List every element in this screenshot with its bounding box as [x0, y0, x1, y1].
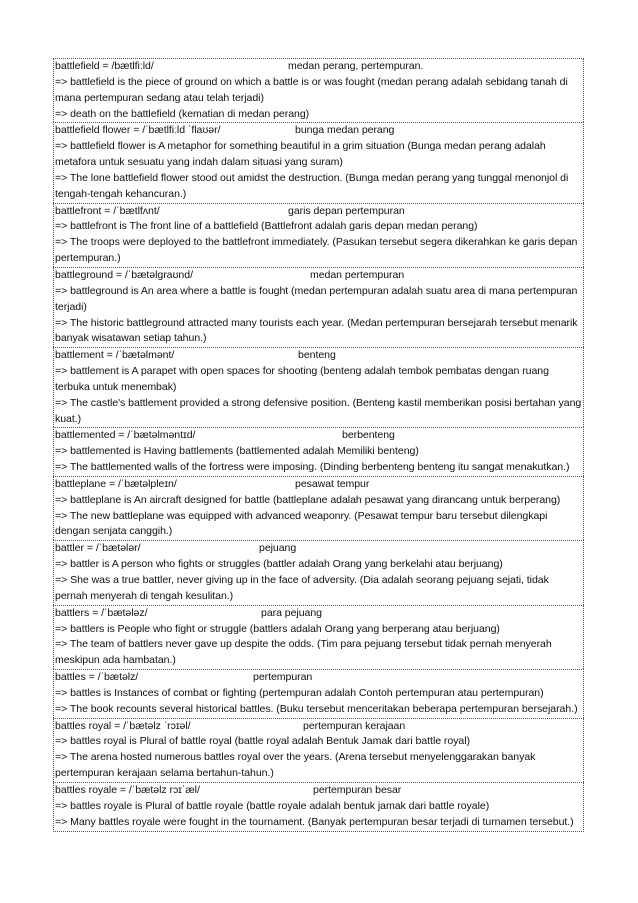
- entry-example: => The castle's battlement provided a strong defensive position. (Benteng kastil memberikan posisi bertahan yang kuat.): [55, 396, 582, 425]
- entry-pronunciation: /ˈbætəlmənt/: [115, 349, 175, 362]
- entry-example: => The troops were deployed to the battlefront immediately. (Pasukan tersebut segera dikerahkan ke garis depan pertempuran.): [55, 236, 578, 265]
- entry-example: => Many battles royale were fought in the tournament. (Banyak pertempuran besar terjadi di turnamen tersebut.): [55, 815, 574, 828]
- entry-definition: => battlers is People who fight or struggle (battlers adalah Orang yang berperang atau berjuang): [55, 622, 500, 635]
- entry-word: battlemented: [55, 429, 116, 442]
- entry-word: battles royale: [55, 783, 118, 796]
- entry-headline: battlefield = /bætlfi:ld/ medan perang, pertempuran.: [55, 59, 582, 75]
- entry-translation: pertempuran kerajaan: [303, 719, 406, 732]
- entry-translation: garis depan pertempuran: [288, 204, 405, 217]
- entry-definition: => battleground is An area where a battle is fought (medan pertempuran adalah suatu area di mana pertempuran terjadi): [55, 284, 578, 313]
- dictionary-entry: [53, 540, 584, 604]
- entry-word: battlers: [55, 606, 90, 619]
- entry-translation: berbenteng: [342, 429, 395, 442]
- entry-example: => The lone battlefield flower stood out amidst the destruction. (Bunga medan perang yang tunggal menonjol di tengah-tengah kehancuran.): [55, 171, 569, 200]
- entry-translation: bunga medan perang: [295, 124, 395, 137]
- entry-pronunciation: /bætlfi:ld/: [111, 60, 154, 72]
- dictionary-entry: [53, 203, 584, 267]
- entry-translation: benteng: [298, 349, 336, 362]
- dictionary-entry: [53, 782, 584, 832]
- dictionary-sheet: [53, 58, 584, 832]
- entry-word: battlefield: [55, 60, 100, 72]
- entry-headline: battleground = /ˈbætəlgraʊnd/ medan pertempuran: [55, 268, 582, 284]
- entry-headline: battlemented = /ˈbætəlməntɪd/ berbenteng: [55, 428, 582, 444]
- entry-example: => The battlemented walls of the fortress were imposing. (Dinding berbenteng benteng itu sangat menakutkan.): [55, 461, 570, 474]
- entry-definition: => battlefield flower is A metaphor for something beautiful in a grim situation (Bunga medan perang adalah metafora untuk sesuatu yang indah dalam situasi yang suram): [55, 140, 546, 169]
- entry-headline: battler = /ˈbætələr/ pejuang: [55, 541, 582, 557]
- entry-definition: => battlement is A parapet with open spaces for shooting (benteng adalah tembok pembatas dengan ruang terbuka untuk menembak): [55, 365, 549, 393]
- entry-word: battlefield flower: [55, 124, 131, 137]
- entry-pronunciation: /ˈbætəlgraʊnd/: [124, 268, 193, 281]
- entry-definition: => battles is Instances of combat or fighting (pertempuran adalah Contoh pertempuran atau pertempuran): [55, 686, 544, 699]
- entry-pronunciation: /ˈbætələr/: [95, 542, 141, 555]
- entry-headline: battles = /ˈbætəlz/ pertempuran: [55, 670, 582, 686]
- entry-headline: battlers = /ˈbætələz/ para pejuang: [55, 606, 582, 622]
- entry-list: [53, 58, 584, 832]
- entry-example: => death on the battlefield (kematian di medan perang): [55, 107, 310, 120]
- entry-example: => The team of battlers never gave up despite the odds. (Tim para pejuang tersebut tidak pernah menyerah meskipun ada hambatan.): [55, 638, 552, 667]
- dictionary-entry: [53, 58, 584, 122]
- entry-pronunciation: /ˈbætəlz/: [97, 671, 139, 684]
- entry-definition: => battles royale is Plural of battle royale (battle royale adalah bentuk jamak dari battle royale): [55, 799, 490, 812]
- entry-translation: medan perang, pertempuran.: [288, 60, 424, 72]
- entry-example: => The book recounts several historical battles. (Buku tersebut menceritakan beberapa pertempuran bersejarah.): [55, 702, 578, 715]
- entry-example: => The new battleplane was equipped with advanced weaponry. (Pesawat tempur baru tersebut dilengkapi dengan senjata canggih.): [55, 509, 548, 538]
- entry-example: => She was a true battler, never giving up in the face of adversity. (Dia adalah seorang pejuang sejati, tidak pernah menyerah di tengah kesulitan.): [55, 574, 549, 602]
- entry-example: => The historic battleground attracted many tourists each year. (Medan pertempuran bersejarah tersebut menarik banyak wisatawan setiap tahun.): [55, 316, 578, 345]
- entry-word: battlefront: [55, 204, 102, 217]
- entry-translation: pejuang: [259, 542, 297, 555]
- entry-headline: battlement = /ˈbætəlmənt/ benteng: [55, 348, 582, 364]
- entry-translation: medan pertempuran: [310, 268, 405, 281]
- entry-word: battleplane: [55, 477, 107, 490]
- entry-pronunciation: /ˈbætələz/: [101, 606, 148, 619]
- entry-pronunciation: /ˈbætəlpleɪn/: [117, 477, 177, 490]
- entry-definition: => battlemented is Having battlements (battlemented adalah Memiliki benteng): [55, 445, 419, 458]
- dictionary-entry: [53, 476, 584, 540]
- entry-word: battler: [55, 542, 84, 555]
- entry-definition: => battlefront is The front line of a battlefield (Battlefront adalah garis depan medan perang): [55, 220, 478, 233]
- entry-pronunciation: /ˈbætəlməntɪd/: [127, 429, 196, 442]
- entry-headline: battlefront = /ˈbætlfʌnt/ garis depan pertempuran: [55, 204, 582, 220]
- entry-pronunciation: /ˈbætlfʌnt/: [113, 204, 160, 217]
- dictionary-entry: [53, 122, 584, 202]
- entry-headline: battlefield flower = /ˈbætlfiːld ˈflaʊər/ bunga medan perang: [55, 123, 582, 139]
- entry-translation: pesawat tempur: [295, 477, 370, 490]
- dictionary-entry: [53, 605, 584, 669]
- entry-word: battleground: [55, 268, 114, 281]
- entry-word: battles royal: [55, 719, 112, 732]
- entry-translation: pertempuran: [253, 671, 313, 684]
- entry-pronunciation: /ˈbætəlz rɔɪˈæl/: [128, 783, 200, 796]
- entry-definition: => battles royal is Plural of battle royal (battle royal adalah Bentuk Jamak dari battle royal): [55, 735, 470, 748]
- entry-headline: battles royale = /ˈbætəlz rɔɪˈæl/ pertempuran besar: [55, 783, 582, 799]
- entry-translation: pertempuran besar: [313, 783, 402, 796]
- entry-pronunciation: /ˈbætəlz ˈrɔɪəl/: [123, 719, 191, 732]
- dictionary-entry: [53, 669, 584, 718]
- entry-definition: => battler is A person who fights or struggles (battler adalah Orang yang berkelahi atau berjuang): [55, 558, 503, 571]
- entry-headline: battleplane = /ˈbætəlpleɪn/ pesawat tempur: [55, 477, 582, 493]
- entry-definition: => battlefield is the piece of ground on which a battle is or was fought (medan perang adalah sebidang tanah di mana pertempuran sedang atau telah terjadi): [55, 75, 568, 104]
- dictionary-entry: [53, 347, 584, 427]
- entry-word: battlement: [55, 349, 104, 362]
- dictionary-entry: [53, 427, 584, 476]
- entry-headline: battles royal = /ˈbætəlz ˈrɔɪəl/ pertempuran kerajaan: [55, 719, 582, 735]
- entry-pronunciation: /ˈbætlfiːld ˈflaʊər/: [142, 124, 221, 137]
- entry-example: => The arena hosted numerous battles royal over the years. (Arena tersebut menyelenggarakan banyak pertempuran kerajaan selama bertahun-tahun.): [55, 751, 536, 780]
- entry-translation: para pejuang: [261, 606, 322, 619]
- dictionary-entry: [53, 267, 584, 347]
- entry-word: battles: [55, 671, 86, 684]
- entry-definition: => battleplane is An aircraft designed for battle (battleplane adalah pesawat yang dirancang untuk berperang): [55, 493, 561, 506]
- dictionary-entry: [53, 718, 584, 782]
